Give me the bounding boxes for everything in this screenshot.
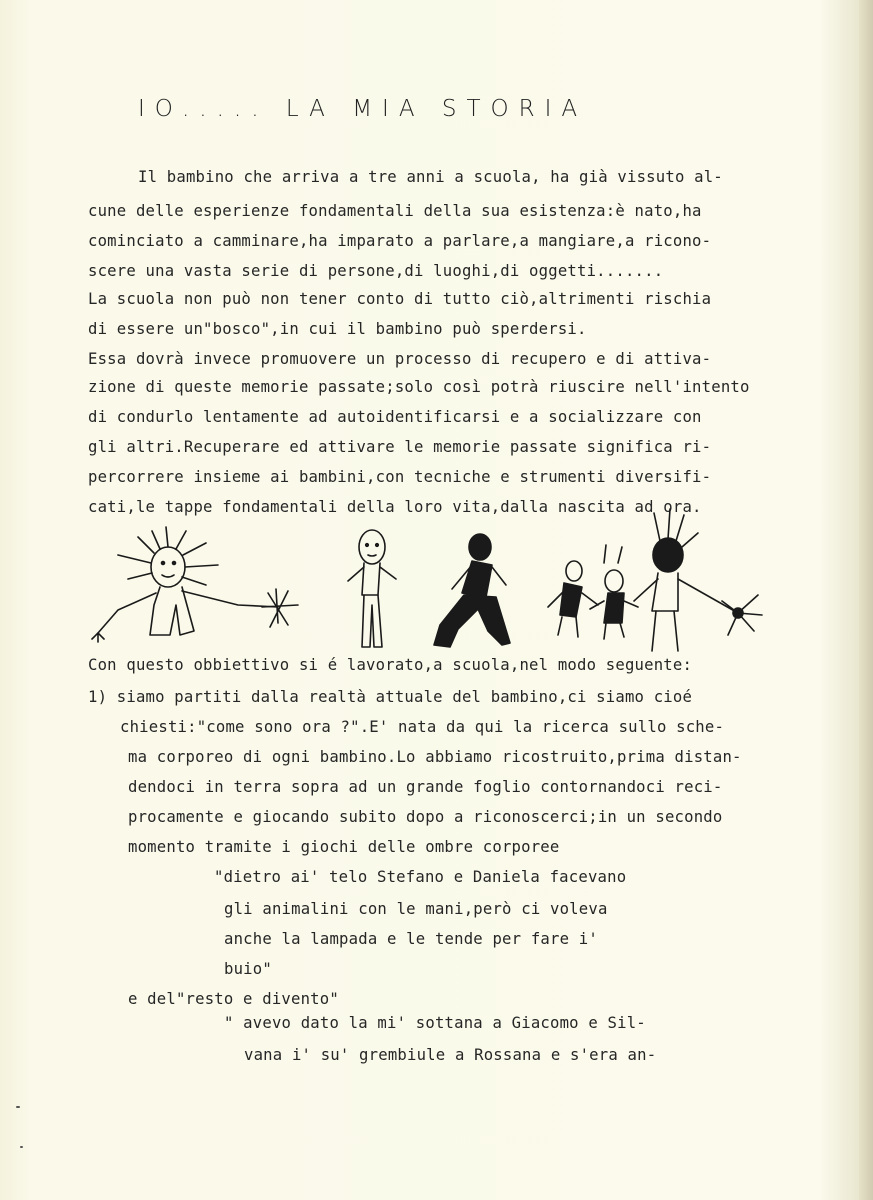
drawing-dark-head-figure bbox=[634, 509, 762, 651]
quote-line: anche la lampada e le tende per fare i' bbox=[224, 930, 598, 948]
drawing-sun-child bbox=[92, 527, 298, 642]
drawing-walking-person bbox=[434, 534, 510, 647]
text-line: dendoci in terra sopra ad un grande foglio contornandoci reci- bbox=[128, 778, 723, 796]
text-line: di condurlo lentamente ad autoidentificarsi e a socializzare con bbox=[88, 408, 702, 426]
document-title: IO..... LA MIA STORIA bbox=[138, 96, 588, 122]
drawing-standing-person bbox=[348, 530, 396, 647]
quote-line: " avevo dato la mi' sottana a Giacomo e Sil- bbox=[224, 1014, 646, 1032]
text-line: ma corporeo di ogni bambino.Lo abbiamo ricostruito,prima distan- bbox=[128, 748, 742, 766]
text-line: Essa dovrà invece promuovere un processo di recupero e di attiva- bbox=[88, 350, 712, 368]
quote-line: "dietro ai' telo Stefano e Daniela facevano bbox=[214, 868, 627, 886]
text-line: gli altri.Recuperare ed attivare le memorie passate significa ri- bbox=[88, 438, 712, 456]
text-line: Con questo obbiettivo si é lavorato,a scuola,nel modo seguente: bbox=[88, 656, 693, 674]
quote-line: gli animalini con le mani,però ci voleva bbox=[224, 900, 608, 918]
quote-line: vana i' su' grembiule a Rossana e s'era an- bbox=[244, 1046, 657, 1064]
text-line: di essere un"bosco",in cui il bambino può sperdersi. bbox=[88, 320, 587, 338]
text-line: cati,le tappe fondamentali della loro vita,dalla nascita ad ora. bbox=[88, 498, 702, 516]
text-line: e del"resto e divento" bbox=[128, 990, 339, 1008]
text-line: cominciato a camminare,ha imparato a parlare,a mangiare,a ricono- bbox=[88, 232, 712, 250]
text-line: chiesti:"come sono ora ?".E' nata da qui la ricerca sullo sche- bbox=[120, 718, 725, 736]
text-line: scere una vasta serie di persone,di luoghi,di oggetti....... bbox=[88, 262, 664, 280]
quote-line: buio" bbox=[224, 960, 272, 978]
paper-speck bbox=[20, 1146, 23, 1148]
drawing-group-figures bbox=[548, 545, 638, 639]
text-line: cune delle esperienze fondamentali della sua esistenza:è nato,ha bbox=[88, 202, 702, 220]
page-edge-shadow bbox=[859, 0, 873, 1200]
childrens-drawings-illustration bbox=[78, 505, 798, 660]
text-line: La scuola non può non tener conto di tutto ciò,altrimenti rischia bbox=[88, 290, 712, 308]
text-line: momento tramite i giochi delle ombre corporee bbox=[128, 838, 560, 856]
paper-speck bbox=[16, 1106, 20, 1108]
text-line: percorrere insieme ai bambini,con tecniche e strumenti diversifi- bbox=[88, 468, 712, 486]
text-line: procamente e giocando subito dopo a riconoscerci;in un secondo bbox=[128, 808, 723, 826]
text-line: 1) siamo partiti dalla realtà attuale del bambino,ci siamo cioé bbox=[88, 688, 693, 706]
text-line: Il bambino che arriva a tre anni a scuola, ha già vissuto al- bbox=[138, 168, 723, 186]
text-line: zione di queste memorie passate;solo così potrà riuscire nell'intento bbox=[88, 378, 750, 396]
